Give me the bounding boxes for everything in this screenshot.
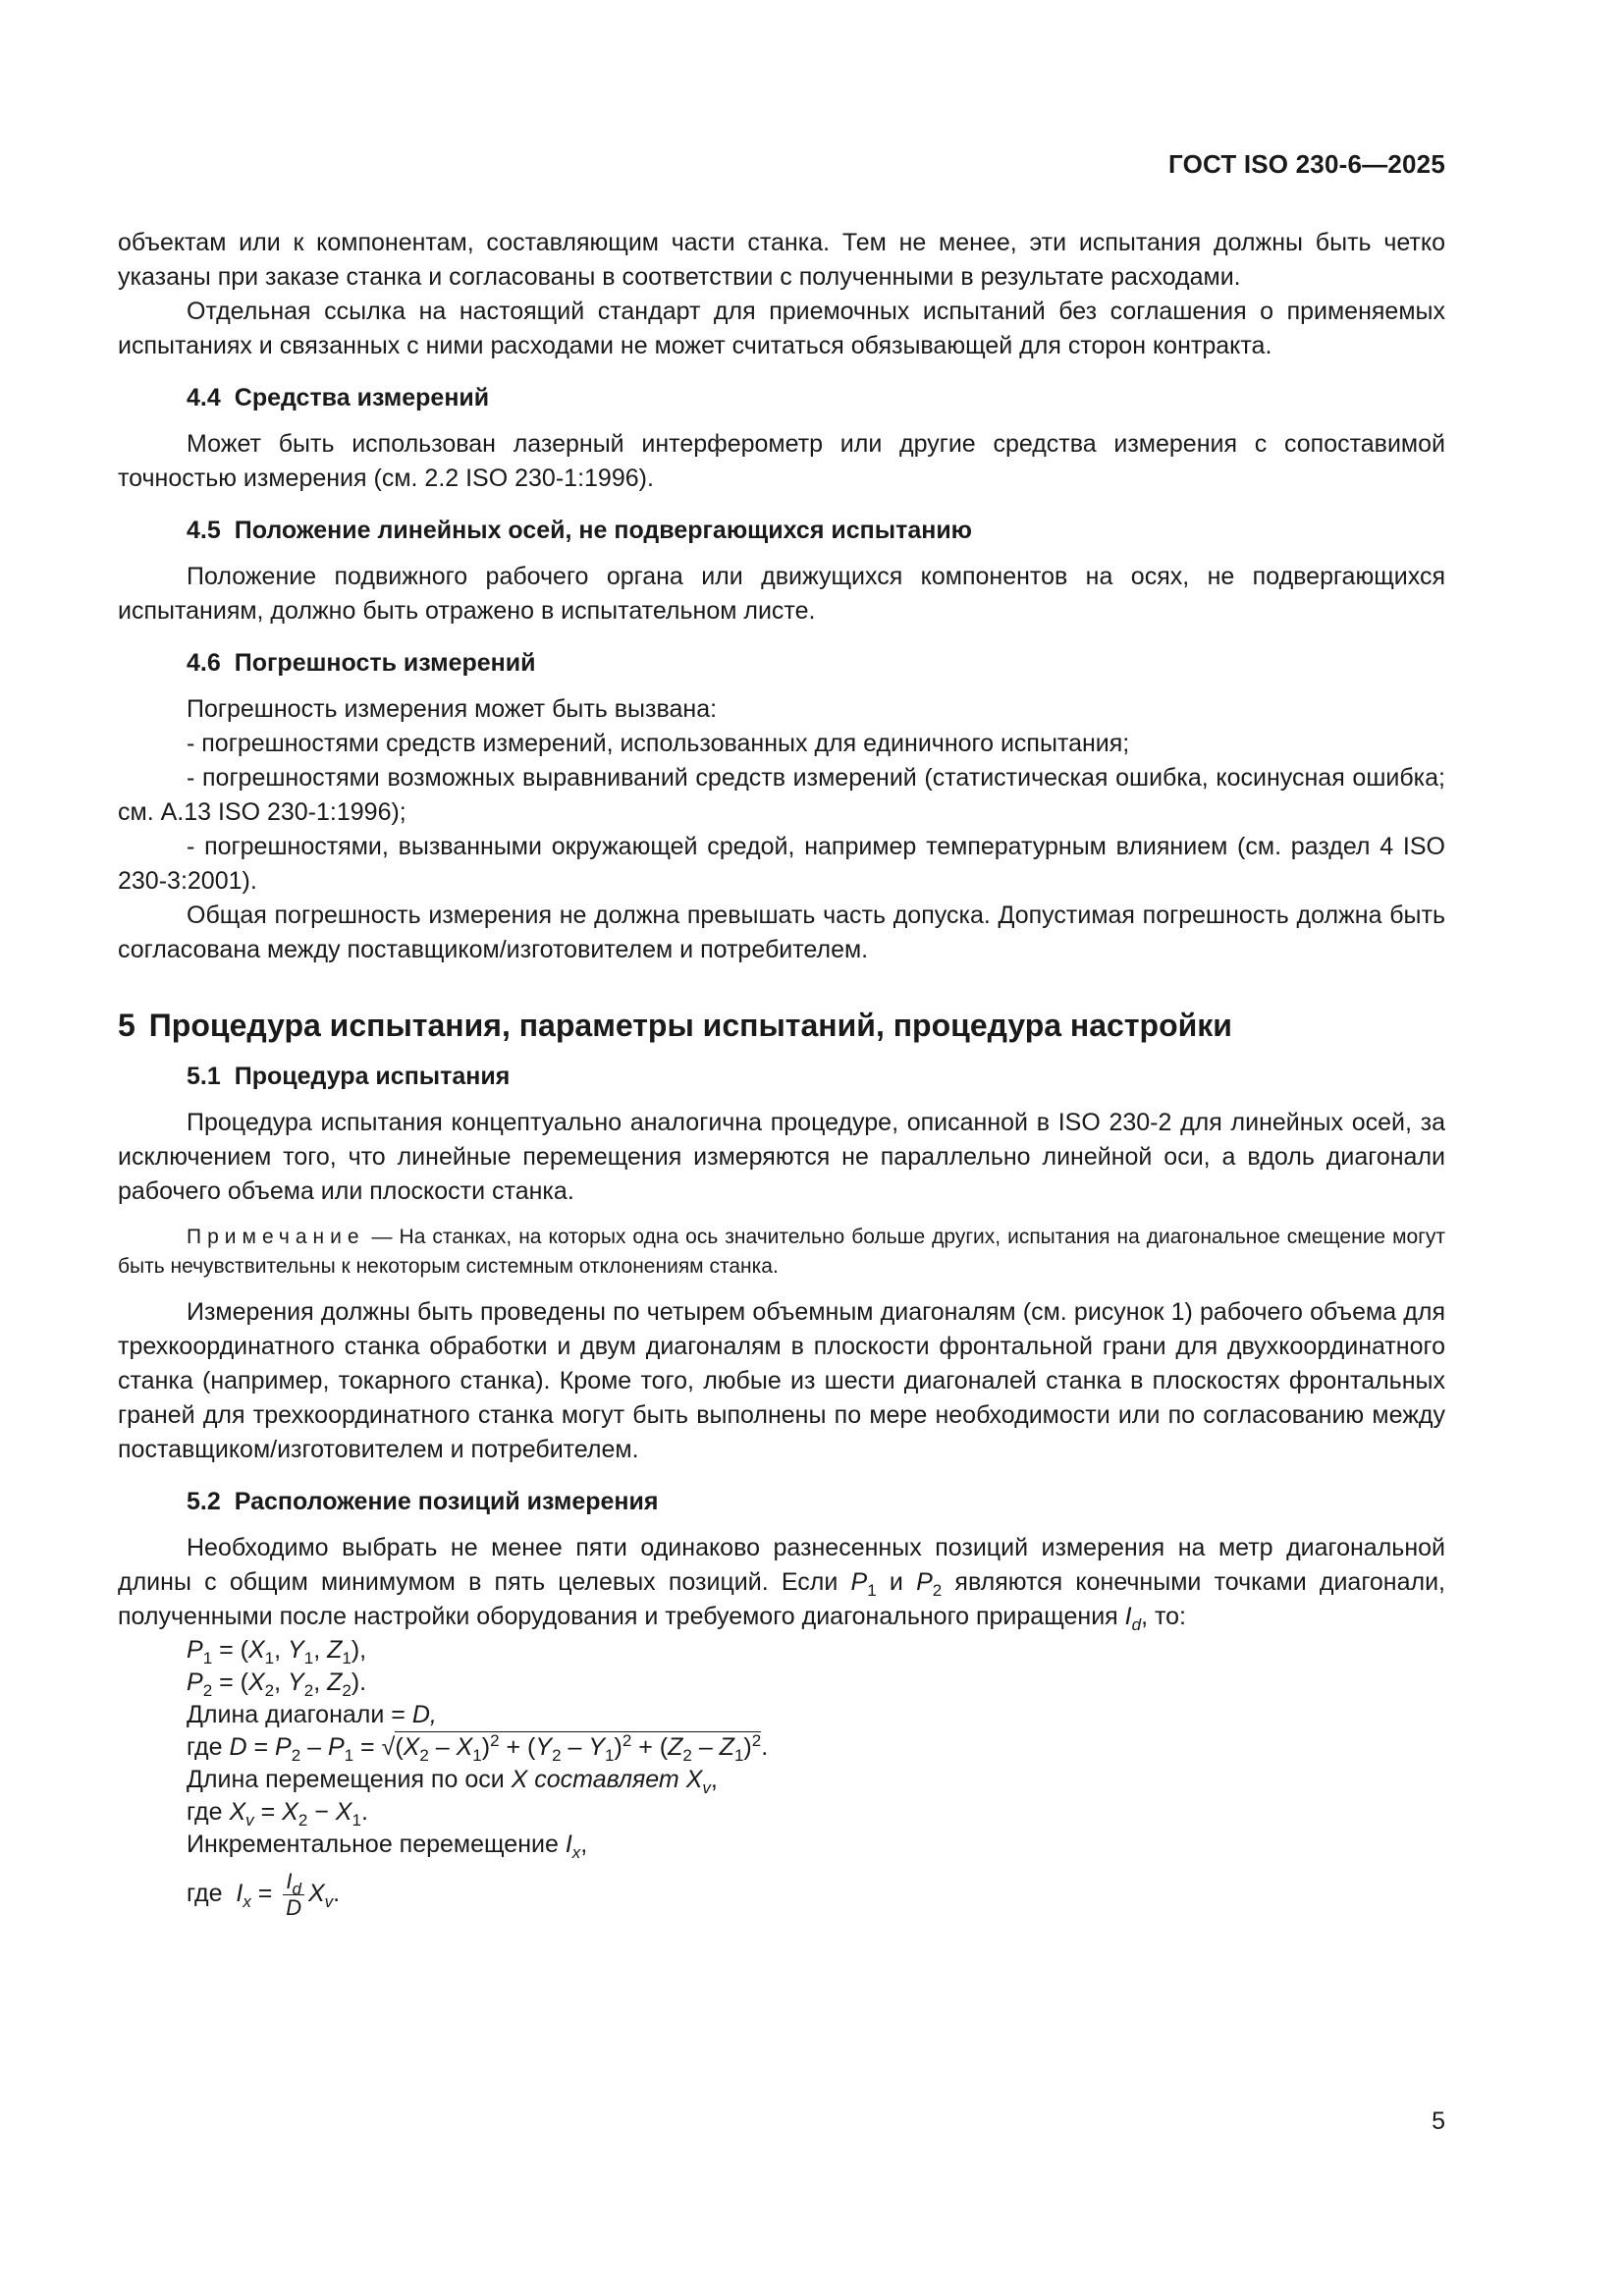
section-5-1-heading: 5.1 Процедура испытания [187,1063,511,1090]
formula-ix: где $I_x$ = $\frac{I_d}{D}$ $X_v$. [187,1869,341,1920]
formula-x-move: Длина перемещения по оси X составляет $X_v$, [187,1766,718,1797]
formula-incr: Инкрементальное перемещение $I_x$, [187,1831,588,1862]
section-5-1-text: Процедура испытания концептуально аналогична процедуре, описанной в ISO 230-2 для линейных осей, за исключением того, что линейные перемещения измеряются не параллельно линейной оси, а вдоль диагонали рабочего объема или плоскости станка. [118,1109,1445,1205]
document-page [118,0,1445,2296]
section-4-6-heading: 4.6 Погрешность измерений [187,649,536,677]
note-label: Примечание [187,1226,365,1248]
note [118,1223,1445,1282]
formula-block [187,1634,1445,1921]
section-4-6-lead: Погрешность измерения может быть вызвана: [187,695,718,723]
formula-d: где $D = P_2 - P_1 = √(X_2 - X_1)^2 + (Y_2 - Y_1)^2 + (Z_2 - Z_1)^2$. [187,1731,769,1765]
section-5-1-text-2: Измерения должны быть проведены по четырем объемным диагоналям (см. рисунок 1) рабочего объема для трехкоординатного станка обработки и двум диагоналям в плоскости фронтальной грани для двухкоординатного станка (например, токарного станка). Кроме того, любые из шести диагоналей станка в плоскостях фронтальных граней для трехкоординатного станка могут быть выполнены по мере необходимости или по согласованию между поставщиком/изготовителем и потребителем. [118,1298,1445,1463]
section-4-5-text: Положение подвижного рабочего органа или движущихся компонентов на осях, не подвергающихся испытаниям, должно быть отражено в испытательном листе. [118,563,1445,625]
formula-p2: $P_2 = (X_2$, $Y_2$, $Z_2$). [187,1668,367,1700]
document-body [118,226,1445,1921]
list-item: - погрешностями, вызванными окружающей средой, например температурным влиянием (см. раздел 4 ISO 230-3:2001). [118,833,1445,895]
intro-paragraph-2: Отдельная ссылка на настоящий стандарт для приемочных испытаний без соглашения о применяемых испытаниях и связанных с ними расходами не может считаться обязывающей для сторон контракта. [118,298,1445,359]
section-4-4-text: Может быть использован лазерный интерферометр или другие средства измерения с сопоставимой точностью измерения (см. 2.2 ISO 230-1:1996). [118,430,1445,492]
note-text: — На станках, на которых одна ось значительно больше других, испытания на диагональное смещение могут быть нечувствительны к некоторым системным отклонениям станка. [118,1226,1445,1278]
section-4-4-heading: 4.4 Средства измерений [187,384,490,411]
formula-p1: $P_1 = (X_1$, $Y_1$, $Z_1$), [187,1636,367,1667]
section-4-6-text: Общая погрешность измерения не должна превышать часть допуска. Допустимая погрешность должна быть согласована между поставщиком/изготовителем и потребителем. [118,902,1445,963]
list-item: - погрешностями средств измерений, использованных для единичного испытания; [187,730,1130,757]
section-5-2-text: Необходимо выбрать не менее пяти одинаково разнесенных позиций измерения на метр диагональной длины с общим минимумом в пять целевых позиций. Если $P_1$ и $P_2$ являются конечными точками диагонали, полученными после настройки оборудования и требуемого диагонального приращения $I_d$, то: [118,1534,1446,1634]
section-5-2-heading: 5.2 Расположение позиций измерения [187,1488,659,1515]
section-5-heading: 5 Процедура испытания, параметры испытаний, процедура настройки [118,1008,1232,1043]
section-4-5-heading: 4.5 Положение линейных осей, не подвергающихся испытанию [187,517,973,544]
list-item: - погрешностями возможных выравниваний средств измерений (статистическая ошибка, косинусная ошибка; см. А.13 ISO 230-1:1996); [118,764,1445,826]
formula-diagonal: Длина диагонали = D, [187,1701,437,1728]
document-header: ГОСТ ISO 230-6—2025 [1167,149,1445,179]
intro-paragraph-1: объектам или к компонентам, составляющим части станка. Тем не менее, эти испытания должны быть четко указаны при заказе станка и согласованы в соответствии с полученными в результате расходами. [118,229,1445,291]
formula-xv: где $X_v = X_2 - X_1$. [187,1798,368,1830]
page-number: 5 [1432,2107,1445,2135]
